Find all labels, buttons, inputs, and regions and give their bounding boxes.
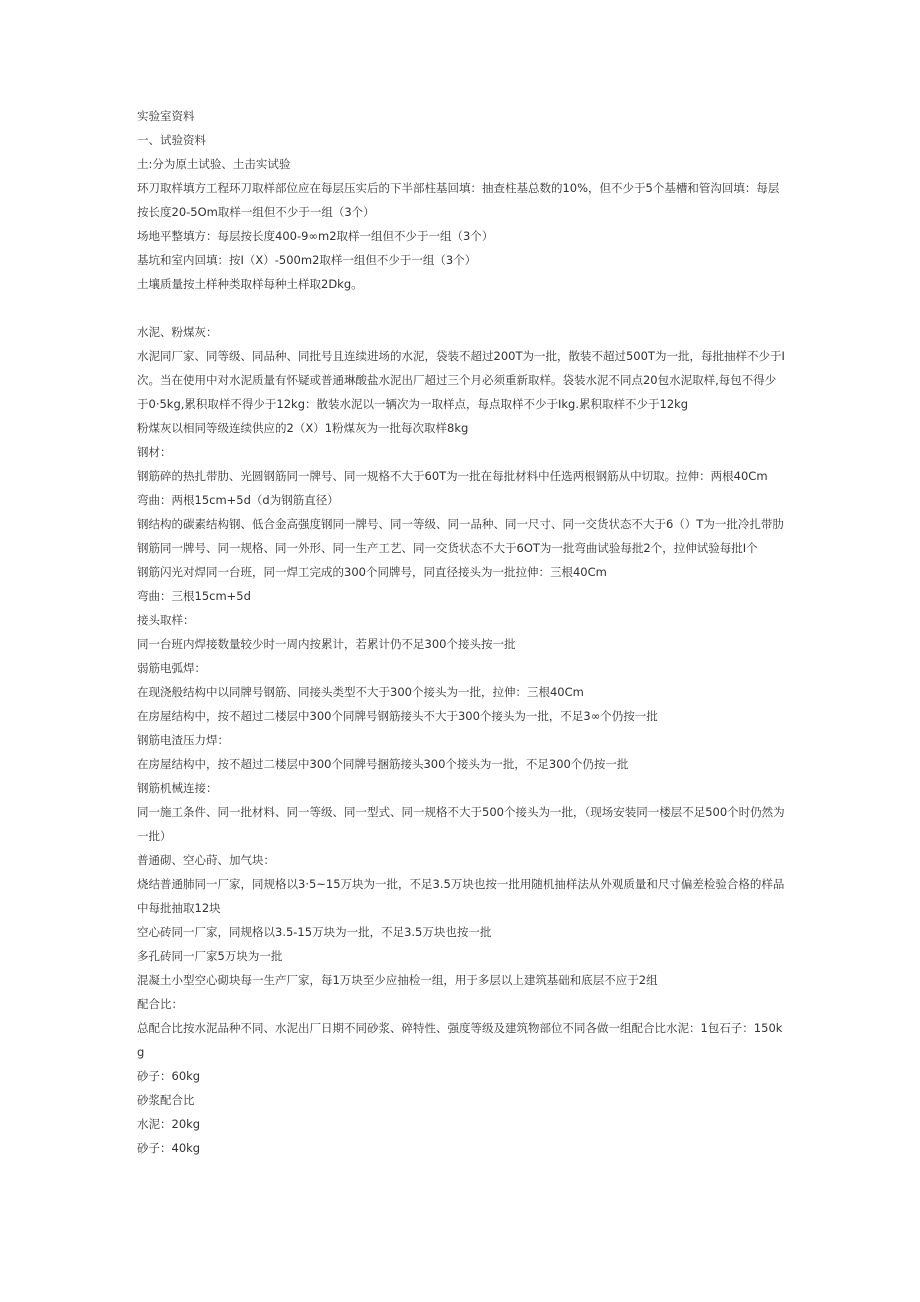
line-29: 混凝土小型空心砌块每一生产厂家，每1万块至少应抽检一组，用于多层以上建筑基础和底层不应于2组 bbox=[137, 973, 658, 987]
line-26: 烧结普通肺同一厂家，同规格以3·5~15万块为一批，不足3.5万块也按一批用随机抽样法从外观质量和尺寸偏差检验合格的样品中每批抽取12块 bbox=[137, 877, 785, 915]
line-31: 总配合比按水泥品种不同、水泥出厂日期不同砂浆、碎特性、强度等级及建筑物部位不同各做一组配合比水泥：1包石子：150kg bbox=[137, 1021, 783, 1059]
line-5: 土壤质量按土样种类取样每种土样取2Dkg。 bbox=[137, 277, 363, 291]
line-18: 弱筋电弧焊： bbox=[137, 661, 206, 675]
line-27: 空心砖同一厂家，同规格以3.5-15万块为一批，不足3.5万块也按一批 bbox=[137, 925, 492, 939]
line-3: 场地平整填方：每层按长度400-9∞m2取样一组但不少于一组（3个） bbox=[137, 229, 494, 243]
line-7: 水泥、粉煤灰： bbox=[137, 325, 218, 339]
line-21: 钢筋电渣压力焊： bbox=[137, 733, 229, 747]
line-32: 砂子：60kg bbox=[137, 1069, 201, 1083]
line-11: 钢筋碎的热扎带肋、光圆钢筋同一牌号、同一规格不大于60T为一批在每批材料中任选两根钢筋从中切取。拉伸：两根40Cm bbox=[137, 469, 768, 483]
line-23: 钢筋机械连接： bbox=[137, 781, 218, 795]
line-35: 砂子：40kg bbox=[137, 1141, 201, 1155]
line-24: 同一施工条件、同一批材料、同一等级、同一型式、同一规格不大于500个接头为一批，（现场安装同一楼层不足500个时仍然为一批） bbox=[137, 805, 785, 843]
line-14: 钢筋闪光对焊同一台班，同一焊工完成的300个同牌号，同直径接头为一批拉伸：三根40Cm bbox=[137, 565, 607, 579]
line-28: 多孔砖同一厂家5万块为一批 bbox=[137, 949, 283, 963]
line-33: 砂浆配合比 bbox=[137, 1093, 195, 1107]
line-20: 在房屋结构中，按不超过二楼层中300个同牌号钢筋接头不大于300个接头为一批，不足3∞个仍按一批 bbox=[137, 709, 658, 723]
line-16: 接头取样： bbox=[137, 613, 195, 627]
line-10: 钢材： bbox=[137, 445, 172, 459]
line-1: 土:分为原土试验、土击实试验 bbox=[137, 157, 291, 171]
line-19: 在现浇般结构中以同牌号钢筋、同接头类型不大于300个接头为一批，拉伸：三根40Cm bbox=[137, 685, 584, 699]
line-34: 水泥：20kg bbox=[137, 1117, 201, 1131]
line-12: 弯曲：两根15cm+5d（d为钢筋直径） bbox=[137, 493, 339, 507]
document-title: 实验室资料 bbox=[137, 109, 195, 123]
line-13: 钢结构的碳素结构钢、低合金高强度钢同一牌号、同一等级、同一品种、同一尺寸、同一交货状态不大于6（）T为一批冷扎带肋钢筋同一牌号、同一规格、同一外形、同一生产工艺、同一交货状态不大于6OT为一批弯曲试验每批2个，拉伸试验每批I个 bbox=[137, 517, 784, 555]
document-body bbox=[137, 104, 787, 1160]
line-30: 配合比： bbox=[137, 997, 183, 1011]
line-0: 一、试验资料 bbox=[137, 133, 206, 147]
line-8: 水泥同厂家、同等级、同品种、同批号且连续进场的水泥，袋装不超过200T为一批，散装不超过500T为一批，每批抽样不少于I次。当在使用中对水泥质量有怀疑或普通琳酸盐水泥出厂超过三个月必须重新取样。袋装水泥不同点20包水泥取样,每包不得少于0·5kg,累积取样不得少于12kg：散装水泥以一辆次为一取样点，每点取样不少于Ikg.累积取样不少于12kg bbox=[137, 349, 785, 411]
line-17: 同一台班内焊接数量较少时一周内按累计，若累计仍不足300个接头按一批 bbox=[137, 637, 516, 651]
blank-line bbox=[137, 296, 787, 320]
line-4: 基坑和室内回填：按I（X）-500m2取样一组但不少于一组（3个） bbox=[137, 253, 477, 267]
line-15: 弯曲：三根15cm+5d bbox=[137, 589, 251, 603]
line-22: 在房屋结构中，按不超过二楼层中300个同牌号捆筋接头300个接头为一批，不足300个仍按一批 bbox=[137, 757, 629, 771]
line-2: 环刀取样填方工程环刀取样部位应在每层压实后的下半部柱基回填：抽查柱基总数的10%，但不少于5个基槽和管沟回填：每层按长度20-5Om取样一组但不少于一组（3个） bbox=[137, 181, 780, 219]
line-9: 粉煤灰以相同等级连续供应的2（X）1粉煤灰为一批每次取样8kg bbox=[137, 421, 469, 435]
line-25: 普通砌、空心莳、加气块： bbox=[137, 853, 275, 867]
